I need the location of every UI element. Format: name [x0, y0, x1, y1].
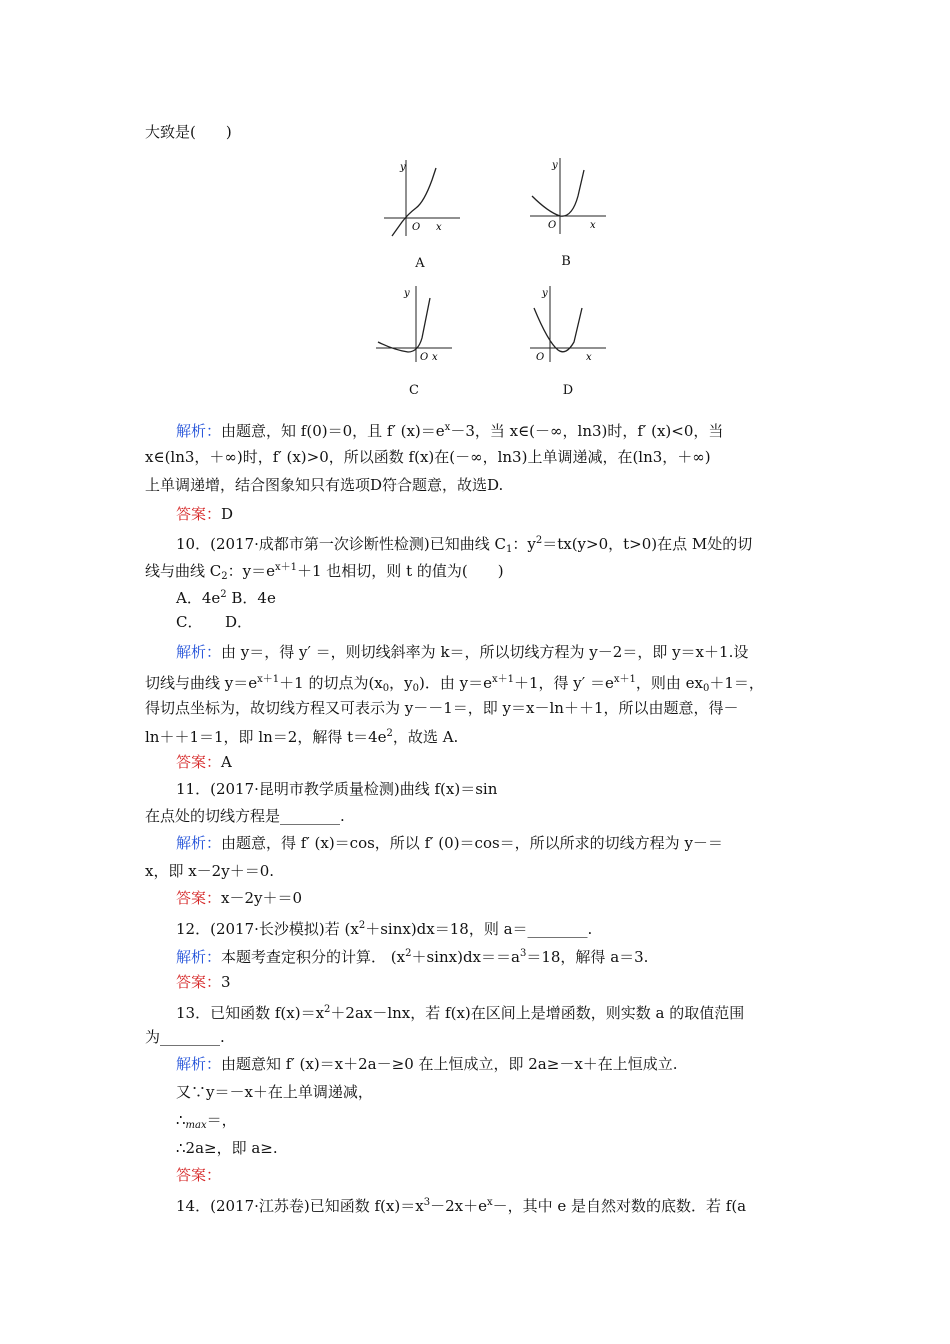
- graph-label-b: B: [561, 254, 571, 269]
- q9-analysis-line-1: 解析：由题意，知 f(0)＝0，且 f′ $(x)=e^x-3$，当 x∈(－∞，ln3)时，f′ (x)<0，当: [176, 422, 724, 440]
- answer-label: 答案：: [176, 505, 222, 523]
- x-label: x: [432, 352, 438, 363]
- q9-analysis-line-3: 上单调递增，结合图象知只有选项D符合题意，故选D.: [145, 476, 504, 494]
- q12-analysis: 解析：本题考查定积分的计算． $(x^2+\sin x)dx==a^3=18$，解得 a＝3.: [176, 948, 649, 966]
- graph-label-d: D: [562, 383, 574, 398]
- q13-stem-line-2: 为________.: [145, 1028, 225, 1046]
- origin-label: O: [548, 220, 557, 231]
- q10-stem-line-1: 10．(2017·成都市第一次诊断性检测)已知曲线 $C_1$：$y^2=tx(y>0$，t>0)在点 M处的切: [176, 535, 753, 555]
- q13-answer: 答案：: [176, 1166, 222, 1184]
- y-label: y: [552, 160, 558, 171]
- graph-c: [374, 284, 454, 364]
- origin-label: O: [420, 352, 429, 363]
- q11-analysis-line-2: x，即 x－2y＋＝0.: [145, 862, 275, 880]
- y-label: y: [400, 162, 406, 173]
- graph-d: [528, 284, 608, 364]
- q12-stem: 12．(2017·长沙模拟)若 $(x^2+\sin x)dx=18$，则 a＝________.: [176, 920, 593, 938]
- q12-answer: 答案：3: [176, 973, 231, 991]
- q10-analysis-line-1: 解析：由 y＝，得 y′ ＝，则切线斜率为 k＝，所以切线方程为 y－2＝，即 y＝x＋1.设: [176, 643, 749, 661]
- q13-analysis-line-3: $\therefore_{max}=$，: [176, 1111, 237, 1131]
- origin-label: O: [536, 352, 545, 363]
- y-label: y: [542, 288, 548, 299]
- intro-text: 大致是( ): [145, 123, 232, 141]
- q11-stem-line-1: 11．(2017·昆明市教学质量检测)曲线 f(x)＝sin: [176, 780, 498, 798]
- q10-analysis-line-4: ln＋＋1＝1，即 ln＝2，解得 $t=4e^2$，故选 A.: [145, 728, 459, 746]
- x-label: x: [436, 222, 442, 233]
- q10-options-1: A．$4e^2$ B．4e: [176, 589, 276, 607]
- q10-analysis-line-2: 切线与曲线 $y=e^{x+1}+1$ 的切点为($x_0$，$y_0$)．由 $y=e^{x+1}+1$，得 $y' =e^{x+1}$，则由 $ex_0+1=$，: [145, 674, 764, 694]
- origin-label: O: [412, 222, 421, 233]
- q13-stem-line-1: 13．已知函数 $f(x)=x^2+2ax-\ln x$，若 f(x)在区间上是增函数，则实数 a 的取值范围: [176, 1004, 745, 1022]
- x-label: x: [586, 352, 592, 363]
- curve: [534, 308, 582, 352]
- analysis-label: 解析：: [176, 422, 222, 440]
- q11-answer: 答案：x－2y＋＝0: [176, 889, 303, 907]
- q10-stem-line-2: 线与曲线 $C_2$：$y=e^{x+1}+1$ 也相切，则 t 的值为( ): [145, 562, 504, 582]
- curve: [378, 298, 430, 352]
- q14-stem: 14．(2017·江苏卷)已知函数 $f(x)=x^3-2x+e^x-$，其中 e 是自然对数的底数．若 f(a: [176, 1197, 747, 1215]
- q13-analysis-line-4: ∴2a≥，即 a≥.: [176, 1139, 278, 1157]
- q13-analysis-line-1: 解析：由题意知 f′ (x)＝x＋2a－≥0 在上恒成立，即 2a≥－x＋在上恒成立.: [176, 1055, 678, 1073]
- q13-analysis-line-2: 又∵y＝－x＋在上单调递减，: [176, 1083, 373, 1101]
- graph-label-a: A: [415, 256, 425, 271]
- graph-a: [382, 158, 462, 238]
- q10-analysis-line-3: 得切点坐标为，故切线方程又可表示为 y－－1＝，即 y＝x－ln＋＋1，所以由题意，得－: [145, 699, 739, 717]
- q11-analysis-line-1: 解析：由题意，得 f′ (x)＝cos，所以 f′ (0)＝cos＝，所以所求的切线方程为 y－＝: [176, 834, 723, 852]
- graph-b: [528, 156, 608, 236]
- graph-label-c: C: [409, 383, 419, 398]
- q9-analysis-line-2: x∈(ln3，＋∞)时，f′ (x)>0，所以函数 f(x)在(－∞，ln3)上单调递减，在(ln3，＋∞): [145, 448, 711, 466]
- q11-stem-line-2: 在点处的切线方程是________.: [145, 807, 345, 825]
- x-label: x: [590, 220, 596, 231]
- q9-answer: 答案：D: [176, 505, 234, 523]
- q10-options-2: C． D．: [176, 613, 253, 631]
- y-label: y: [404, 288, 410, 299]
- curve: [532, 170, 584, 216]
- q10-answer: 答案：A: [176, 753, 232, 771]
